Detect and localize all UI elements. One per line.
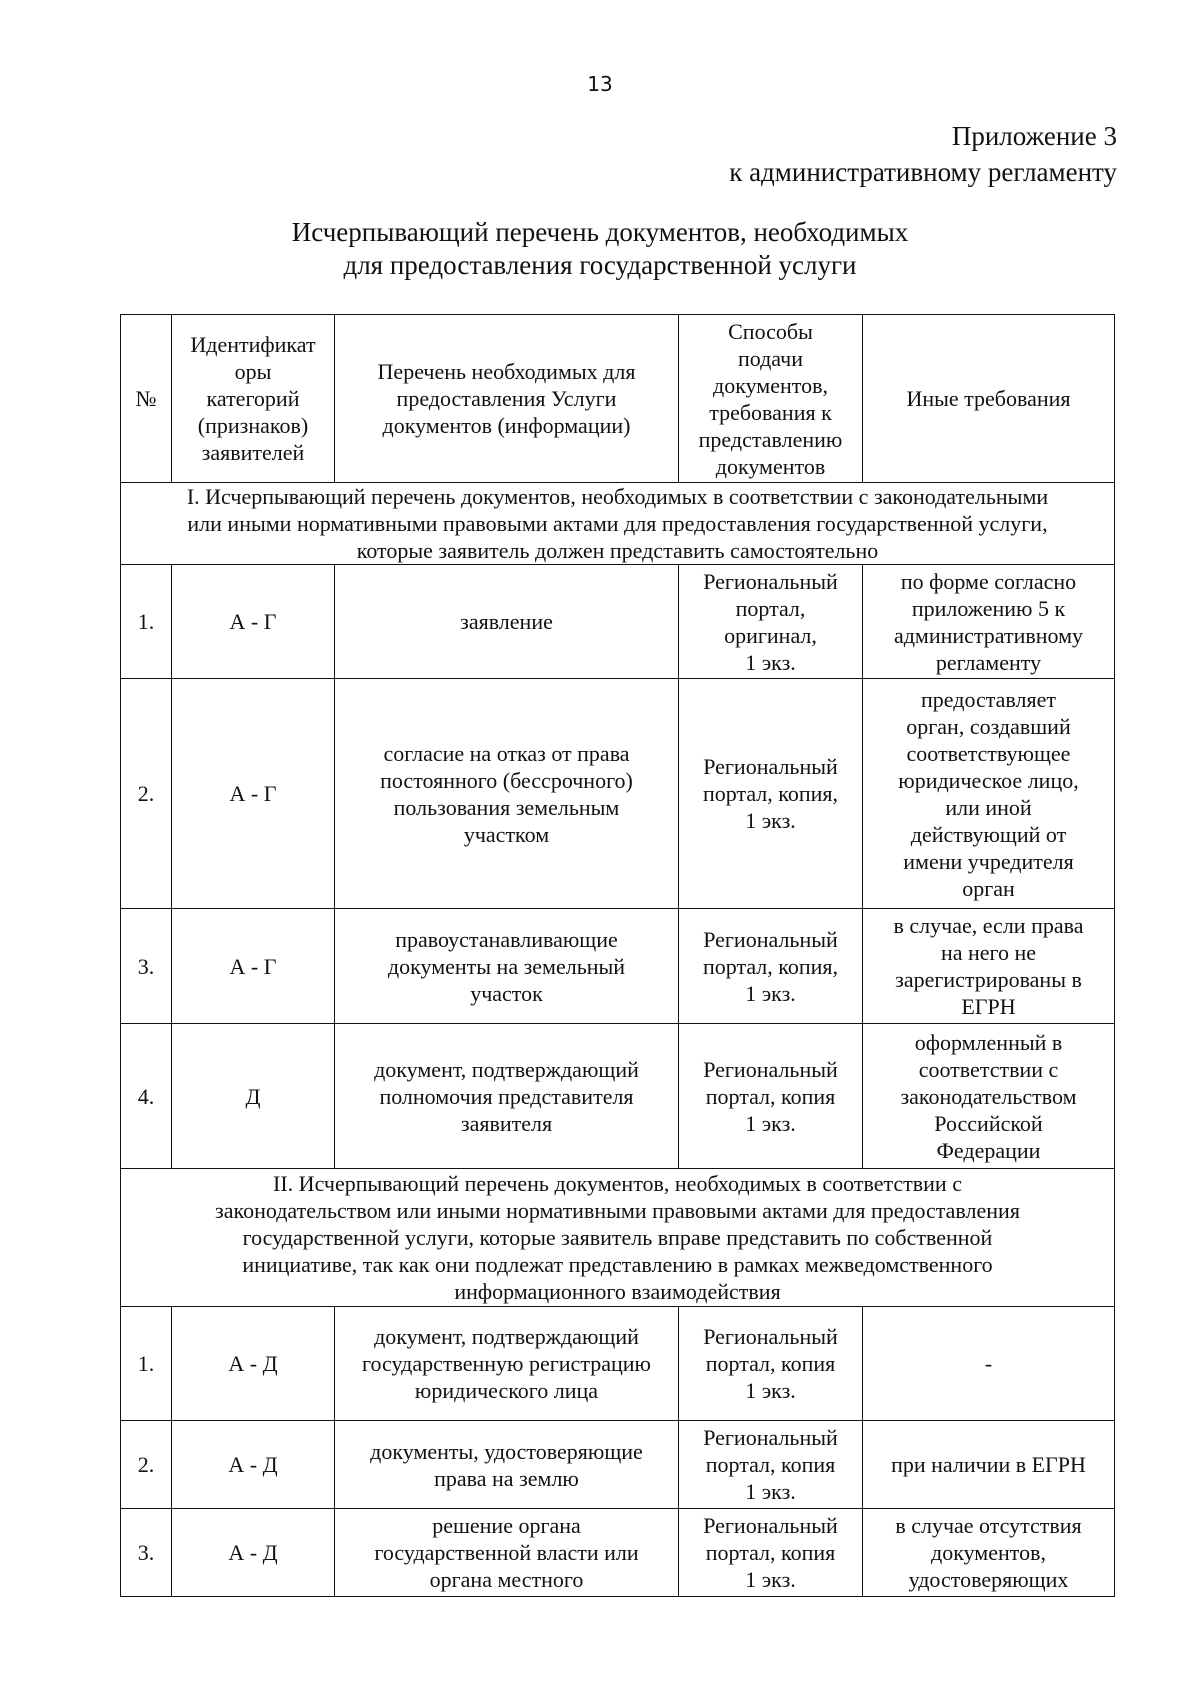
text-line: постоянного (бессрочного)	[380, 767, 633, 793]
text-line: участком	[463, 821, 550, 847]
category-cell: А - Г	[172, 909, 335, 1024]
other-requirements-cell	[863, 679, 1115, 909]
text-line: оры	[234, 359, 272, 384]
header-cell	[335, 315, 679, 483]
text-line: пользования земельным	[393, 794, 620, 820]
text-line: -	[984, 1351, 993, 1376]
text-line: на него не	[940, 940, 1037, 965]
header-cell	[121, 315, 172, 483]
text-line: портал, копия	[705, 1452, 836, 1477]
documents-table	[120, 314, 1115, 1597]
text-line: соответствии с	[918, 1056, 1059, 1082]
text-line: в случае, если права	[893, 913, 1084, 938]
submission-method-cell	[679, 565, 863, 679]
row-number-cell: 1.	[121, 1307, 172, 1421]
other-requirements-cell	[863, 565, 1115, 679]
table-row	[121, 909, 1115, 1024]
text-line: юридическое лицо,	[898, 767, 1079, 793]
category-cell: А - Д	[172, 1421, 335, 1509]
text-line: №	[135, 386, 157, 411]
text-line: соответствующее	[906, 740, 1071, 766]
header-row	[121, 315, 1115, 483]
text-line: органа местного	[429, 1567, 584, 1592]
text-line: Региональный	[703, 1513, 838, 1538]
category-cell: Д	[172, 1024, 335, 1169]
text-line: или иными нормативными правовыми актами для предоставления государственной услуги,	[187, 511, 1048, 536]
text-line: представлению	[698, 426, 843, 452]
table-row	[121, 1307, 1115, 1421]
text-line: административному	[893, 622, 1084, 648]
text-line: документ, подтверждающий	[374, 1324, 639, 1349]
text-line: приложению 5 к	[911, 595, 1066, 621]
row-number-cell: 3.	[121, 909, 172, 1024]
table-row	[121, 1509, 1115, 1597]
text-line: орган, создавший	[906, 713, 1071, 739]
other-requirements-cell	[863, 1024, 1115, 1169]
section-heading	[121, 483, 1115, 565]
text-line: юридического лица	[414, 1378, 599, 1403]
text-line: требования к	[709, 399, 832, 425]
text-line: документы на земельный	[387, 953, 626, 979]
document-cell	[335, 565, 679, 679]
category-cell: А - Г	[172, 679, 335, 909]
text-line: документов (информации)	[382, 413, 631, 438]
text-line: ЕГРН	[961, 994, 1016, 1019]
row-number-cell: 3.	[121, 1509, 172, 1597]
text-line: регламенту	[935, 649, 1042, 675]
document-cell	[335, 1509, 679, 1597]
text-line: 1 экз.	[745, 1479, 796, 1504]
section-row	[121, 483, 1115, 565]
appendix-reference	[729, 118, 1117, 190]
text-line: полномочия представителя	[379, 1083, 634, 1109]
text-line: государственной власти или	[374, 1540, 639, 1565]
text-line: 1 экз.	[745, 808, 796, 833]
table-row	[121, 1421, 1115, 1509]
text-line: государственной услуги, которые заявитель вправе представить по собственной	[242, 1225, 993, 1250]
text-line: зарегистрированы в	[895, 967, 1082, 992]
submission-method-cell	[679, 1421, 863, 1509]
text-line: документов,	[713, 372, 828, 398]
header-cell	[172, 315, 335, 483]
title-line-2: для предоставления государственной услуги	[343, 250, 857, 280]
text-line: Региональный	[703, 926, 838, 952]
text-line: Идентификат	[190, 332, 316, 357]
text-line: удостоверяющих	[908, 1567, 1069, 1592]
text-line: Региональный	[703, 1056, 838, 1082]
text-line: 1 экз.	[745, 1110, 796, 1136]
text-line: Региональный	[703, 1324, 838, 1349]
appendix-line-1: Приложение 3	[951, 121, 1117, 151]
text-line: предоставления Услуги	[396, 386, 617, 411]
text-line: Способы	[728, 318, 813, 344]
text-line: участок	[470, 980, 543, 1006]
header-cell	[863, 315, 1115, 483]
text-line: инициативе, так как они подлежат представлению в рамках межведомственного	[242, 1252, 993, 1277]
text-line: 1 экз.	[745, 649, 796, 675]
text-line: законодательством или иными нормативными правовыми актами для предоставления	[215, 1198, 1020, 1223]
submission-method-cell	[679, 1307, 863, 1421]
text-line: портал, копия,	[702, 781, 839, 806]
text-line: Иные требования	[906, 386, 1071, 411]
row-number-cell: 4.	[121, 1024, 172, 1169]
header-cell	[679, 315, 863, 483]
text-line: или иной	[945, 794, 1032, 820]
text-line: заявителей	[201, 440, 305, 465]
text-line: портал, копия,	[702, 953, 839, 979]
text-line: орган	[962, 875, 1015, 901]
table-row	[121, 565, 1115, 679]
page-number: 13	[587, 72, 613, 96]
text-line: II. Исчерпывающий перечень документов, необходимых в соответствии с	[273, 1171, 962, 1196]
text-line: Региональный	[703, 754, 838, 779]
other-requirements-cell	[863, 1509, 1115, 1597]
text-line: 1 экз.	[745, 1567, 796, 1592]
document-cell	[335, 1024, 679, 1169]
text-line: заявителя	[460, 1110, 553, 1136]
category-cell: А - Д	[172, 1509, 335, 1597]
text-line: портал, копия	[705, 1083, 836, 1109]
table-header	[121, 315, 1115, 483]
text-line: (признаков)	[197, 413, 309, 438]
text-line: действующий от	[910, 821, 1067, 847]
text-line: оформленный в	[914, 1029, 1063, 1055]
text-line: портал,	[735, 595, 806, 621]
text-line: I. Исчерпывающий перечень документов, необходимых в соответствии с законодательными	[186, 484, 1049, 509]
section-heading	[121, 1169, 1115, 1307]
text-line: документов,	[931, 1540, 1046, 1565]
text-line: портал, копия	[705, 1540, 836, 1565]
text-line: подачи	[737, 345, 804, 371]
text-line: в случае отсутствия	[895, 1513, 1082, 1538]
text-line: решение органа	[432, 1513, 581, 1538]
row-number-cell: 1.	[121, 565, 172, 679]
submission-method-cell	[679, 909, 863, 1024]
other-requirements-cell	[863, 909, 1115, 1024]
text-line: 1 экз.	[745, 1378, 796, 1403]
text-line: оригинал,	[724, 622, 817, 648]
other-requirements-cell	[863, 1421, 1115, 1509]
row-number-cell: 2.	[121, 679, 172, 909]
text-line: заявление	[460, 609, 553, 634]
section-row	[121, 1169, 1115, 1307]
text-line: Перечень необходимых для	[377, 359, 636, 384]
category-cell: А - Д	[172, 1307, 335, 1421]
row-number-cell: 2.	[121, 1421, 172, 1509]
text-line: по форме согласно	[900, 568, 1077, 594]
appendix-line-2: к административному регламенту	[729, 157, 1117, 187]
document-cell	[335, 909, 679, 1024]
text-line: категорий	[206, 386, 300, 411]
text-line: Федерации	[936, 1137, 1041, 1163]
table-row	[121, 679, 1115, 909]
text-line: документов	[715, 453, 826, 479]
text-line: документ, подтверждающий	[374, 1056, 639, 1082]
submission-method-cell	[679, 679, 863, 909]
category-cell: А - Г	[172, 565, 335, 679]
text-line: портал, копия	[705, 1351, 836, 1376]
text-line: Региональный	[703, 568, 838, 594]
text-line: Российской	[934, 1110, 1043, 1136]
text-line: права на землю	[434, 1465, 579, 1491]
text-line: при наличии в ЕГРН	[891, 1452, 1086, 1477]
text-line: имени учредителя	[903, 848, 1074, 874]
text-line: законодательством	[900, 1083, 1077, 1109]
table-row	[121, 1024, 1115, 1169]
text-line: информационного взаимодействия	[454, 1279, 781, 1304]
document-cell	[335, 679, 679, 909]
text-line: 1 экз.	[745, 980, 796, 1006]
document-title	[0, 216, 1200, 282]
document-cell	[335, 1307, 679, 1421]
text-line: предоставляет	[921, 686, 1056, 712]
text-line: государственную регистрацию	[362, 1351, 651, 1376]
table-body	[121, 483, 1115, 1597]
document-cell	[335, 1421, 679, 1509]
text-line: документы, удостоверяющие	[370, 1438, 643, 1464]
text-line: которые заявитель должен представить самостоятельно	[356, 538, 879, 563]
submission-method-cell	[679, 1509, 863, 1597]
text-line: правоустанавливающие	[395, 926, 618, 952]
text-line: согласие на отказ от права	[383, 740, 630, 766]
submission-method-cell	[679, 1024, 863, 1169]
other-requirements-cell	[863, 1307, 1115, 1421]
title-line-1: Исчерпывающий перечень документов, необходимых	[291, 217, 909, 247]
text-line: Региональный	[703, 1425, 838, 1450]
